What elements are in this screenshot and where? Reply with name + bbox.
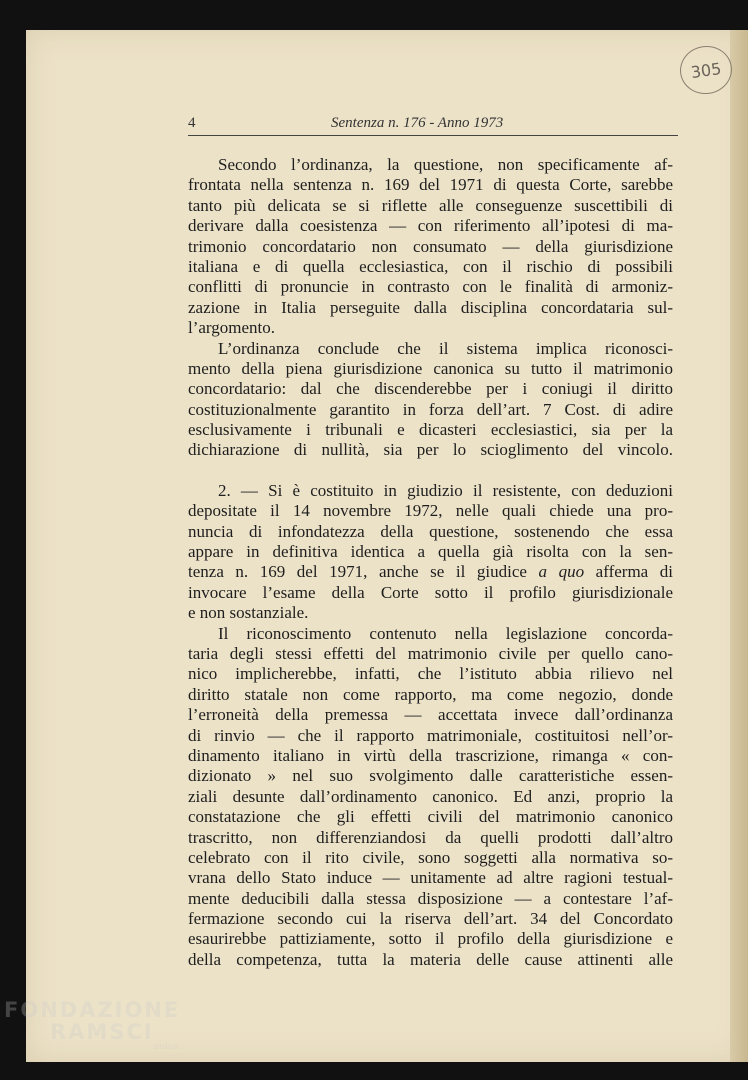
latin-term: a quo bbox=[538, 562, 585, 582]
paragraph-1 bbox=[188, 155, 673, 339]
text-line: nuncia di infondatezza della questione, sostenendo che essa bbox=[188, 521, 673, 541]
text-line: l’erroneità della premessa — accettata invece dall’ordinanza bbox=[188, 705, 673, 725]
text-line: dichiarazione di nullità, sia per lo scioglimento del vincolo. bbox=[188, 440, 673, 460]
text-line: derivare dalla coesistenza — con riferimento all’ipotesi di ma- bbox=[188, 216, 673, 236]
watermark-line-1: FONDAZIONE bbox=[4, 998, 181, 1022]
paragraph-2 bbox=[188, 339, 673, 461]
text-line: tanto più delicata se si riflette alle conseguenze suscettibili di bbox=[188, 195, 673, 215]
paragraph-4 bbox=[188, 624, 673, 971]
text-line: tenza n. 169 del 1971, anche se il giudice a quo afferma di bbox=[188, 562, 673, 582]
fondazione-gramsci-watermark bbox=[4, 998, 180, 1052]
text-line: Il riconoscimento contenuto nella legislazione concorda- bbox=[218, 623, 673, 643]
text-line: concordatario: dal che discenderebbe per i coniugi il diritto bbox=[188, 379, 673, 399]
text-line: invocare l’esame della Corte sotto il profilo giurisdizionale bbox=[188, 582, 673, 602]
stamp-number: 305 bbox=[689, 58, 723, 82]
text-line: depositate il 14 novembre 1972, nelle quali chiede una pro- bbox=[188, 501, 673, 521]
text-line: frontata nella sentenza n. 169 del 1971 di questa Corte, sarebbe bbox=[188, 175, 673, 195]
text-line: di rinvio — che il rapporto matrimoniale, costituitosi nell’or- bbox=[188, 725, 673, 745]
text-line: L’ordinanza conclude che il sistema implica riconosci- bbox=[218, 338, 673, 358]
text-line: Secondo l’ordinanza, la questione, non specificamente af- bbox=[218, 155, 673, 174]
text-line: trascritto, non differenziandosi da quelli prodotti dall’altro bbox=[188, 827, 673, 847]
text-line: ziali desunte dall’ordinamento canonico. Ed anzi, proprio la bbox=[188, 786, 673, 806]
text-line: vrana dello Stato induce — unitamente ad altre ragioni testual- bbox=[188, 868, 673, 888]
text-line: dizionato » nel suo svolgimento dalle caratteristiche essen- bbox=[188, 766, 673, 786]
section-gap bbox=[188, 461, 673, 481]
text-line: trimonio concordatario non consumato — della giurisdizione bbox=[188, 236, 673, 256]
text-line: esaurirebbe pattiziamente, sotto il profilo della giurisdizione e bbox=[188, 929, 673, 949]
text-line: e non sostanziale. bbox=[188, 603, 309, 623]
text-line: mento della piena giurisdizione canonica su tutto il matrimonio bbox=[188, 358, 673, 378]
text-line: l’argomento. bbox=[188, 318, 276, 338]
text-line: 2. — Si è costituito in giudizio il resistente, con deduzioni bbox=[218, 480, 673, 500]
text-line: dinamento italiano in virtù della trascrizione, rimanga « con- bbox=[188, 745, 673, 765]
text-line: della competenza, tutta la materia delle cause attinenti alle bbox=[188, 949, 673, 969]
text-line: constatazione che gli effetti civili del matrimonio canonico bbox=[188, 807, 673, 827]
paragraph-3 bbox=[188, 481, 673, 624]
page-edge bbox=[730, 30, 748, 1062]
body-text bbox=[188, 155, 673, 970]
text-line: fermazione secondo cui la riserva dell’art. 34 del Concordato bbox=[188, 909, 673, 929]
text-line: italiana e di quella ecclesiastica, con il rischio di possibili bbox=[188, 256, 673, 276]
running-title: Sentenza n. 176 - Anno 1973 bbox=[331, 115, 504, 131]
text-line: taria degli stessi effetti del matrimonio civile per quello cano- bbox=[188, 643, 673, 663]
text-line: mente deducibili dalla stessa disposizione — a contestare l’af- bbox=[188, 888, 673, 908]
text-line: nico implicherebbe, infatti, che l’istituto abbia rilievo nel bbox=[188, 664, 673, 684]
text-line: celebrato con il rito civile, sono soggetti alla normativa so- bbox=[188, 847, 673, 867]
text-line: appare in definitiva identica a quella già risolta con la sen- bbox=[188, 542, 673, 562]
text-line: esclusivamente i tribunali e dicasteri ecclesiastici, sia per la bbox=[188, 420, 673, 440]
text-line: diritto statale non come rapporto, ma come negozio, donde bbox=[188, 684, 673, 704]
running-header bbox=[188, 115, 678, 136]
watermark-line-2: RAMSCI bbox=[50, 1020, 154, 1044]
page-number: 4 bbox=[188, 115, 196, 131]
text-line: zazione in Italia perseguite dalla disciplina concordataria sul- bbox=[188, 297, 673, 317]
text-line: costituzionalmente garantito in forza dell’art. 7 Cost. di adire bbox=[188, 399, 673, 419]
watermark-line-3: onlus bbox=[154, 1042, 179, 1052]
text-line: conflitti di pronuncie in contrasto con le finalità di armoniz- bbox=[188, 277, 673, 297]
